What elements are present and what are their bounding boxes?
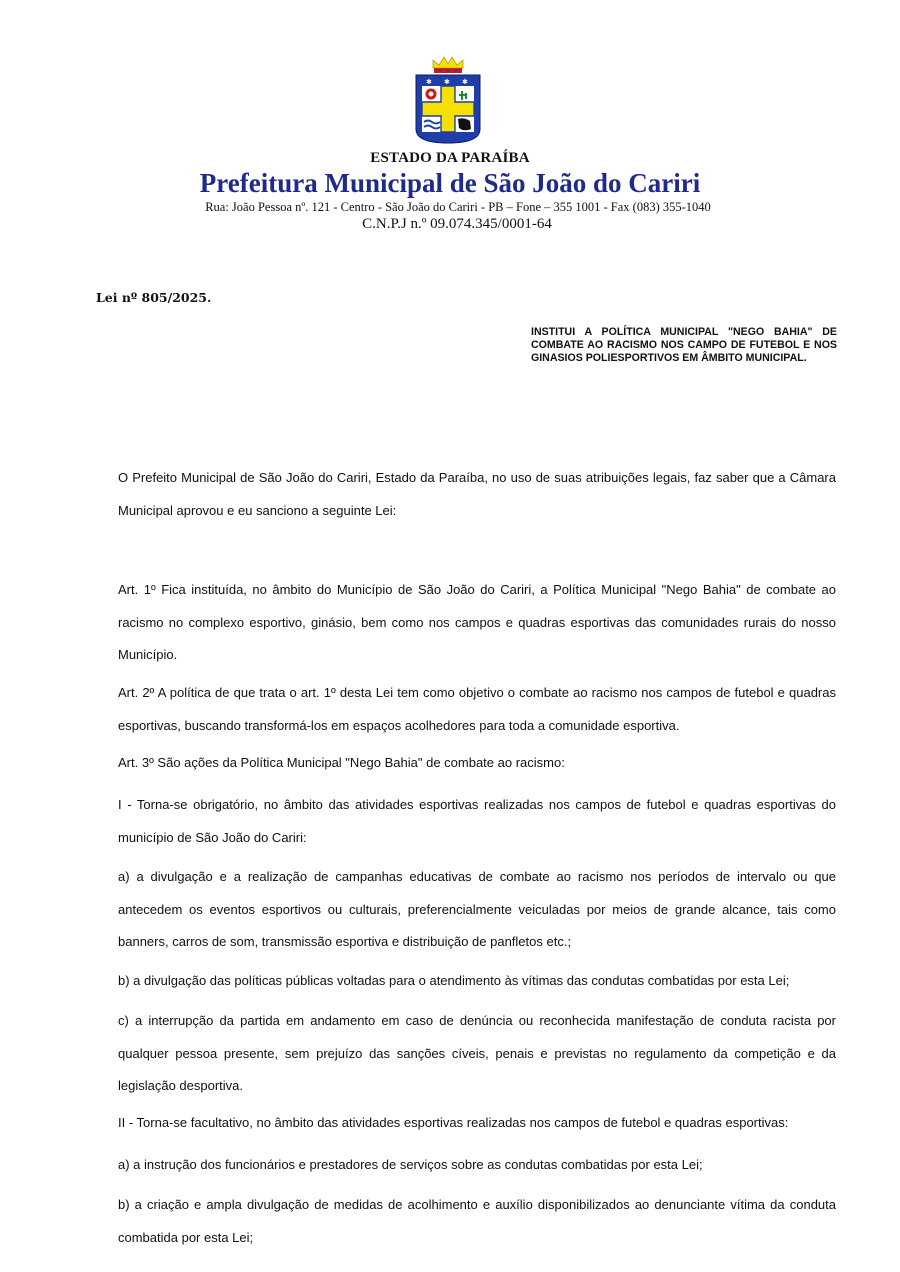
law-number: Lei nº 805/2025.	[96, 290, 212, 305]
law-ementa: INSTITUI A POLÍTICA MUNICIPAL "NEGO BAHIA" DE COMBATE AO RACISMO NOS CAMPO DE FUTEBOL E NOS GINASIOS POLIESPORTIVOS EM ÂMBITO MUNICIPAL.	[531, 326, 837, 364]
inciso-2-item-b: b) a criação e ampla divulgação de medidas de acolhimento e auxílio disponibilizados ao denunciante vítima da conduta combatida por esta Lei;	[118, 1197, 836, 1245]
svg-text:✱: ✱	[444, 78, 450, 86]
inciso-1-item-b: b) a divulgação das políticas públicas voltadas para o atendimento às vítimas das condutas combatidas por esta Lei;	[118, 973, 790, 988]
crown-icon	[433, 57, 463, 73]
inciso-2-item-a: a) a instrução dos funcionários e prestadores de serviços sobre as condutas combatidas por esta Lei;	[118, 1157, 703, 1172]
article-2: Art. 2º A política de que trata o art. 1º desta Lei tem como objetivo o combate ao racismo nos campos de futebol e quadras esportivas, buscando transformá-los em espaços acolhedores para toda a comunidade esportiva.	[118, 685, 836, 733]
article-1: Art. 1º Fica instituída, no âmbito do Município de São João do Cariri, a Política Municipal "Nego Bahia" de combate ao racismo no complexo esportivo, ginásio, bem como nos campos e quadras esportivas das comunidades rurais do nosso Município.	[118, 582, 836, 662]
inciso-2: II - Torna-se facultativo, no âmbito das atividades esportivas realizadas nos campos de futebol e quadras esportivas:	[118, 1115, 789, 1130]
cnpj-line: C.N.P.J n.º 09.074.345/0001-64	[362, 216, 552, 232]
svg-text:✱: ✱	[426, 78, 432, 86]
svg-text:✱: ✱	[462, 78, 468, 86]
inciso-1-item-c: c) a interrupção da partida em andamento em caso de denúncia ou reconhecida manifestação de conduta racista por qualquer pessoa presente, sem prejuízo das sanções cíveis, penais e previstas no regulamento da competição e da legislação desportiva.	[118, 1013, 836, 1093]
state-name: ESTADO DA PARAÍBA	[370, 150, 530, 166]
shield-icon	[416, 75, 480, 143]
inciso-1: I - Torna-se obrigatório, no âmbito das atividades esportivas realizadas nos campos de futebol e quadras esportivas do município de São João do Cariri:	[118, 797, 836, 845]
municipal-coat-of-arms	[414, 55, 482, 145]
prefeitura-title: Prefeitura Municipal de São João do Cariri	[199, 168, 701, 198]
article-3: Art. 3º São ações da Política Municipal "Nego Bahia" de combate ao racismo:	[118, 755, 565, 770]
preamble-paragraph: O Prefeito Municipal de São João do Cariri, Estado da Paraíba, no uso de suas atribuições legais, faz saber que a Câmara Municipal aprovou e eu sanciono a seguinte Lei:	[118, 470, 836, 518]
inciso-1-item-a: a) a divulgação e a realização de campanhas educativas de combate ao racismo nos períodos de intervalo ou que antecedem os eventos esportivos ou culturais, preferencialmente veiculadas por meios de grande alcance, tais como banners, carros de som, transmissão esportiva e distribuição de panfletos etc.;	[118, 869, 836, 949]
address-line: Rua: João Pessoa nº. 121 - Centro - São João do Cariri - PB – Fone – 355 1001 - Fax (083) 355-1040	[205, 200, 711, 214]
